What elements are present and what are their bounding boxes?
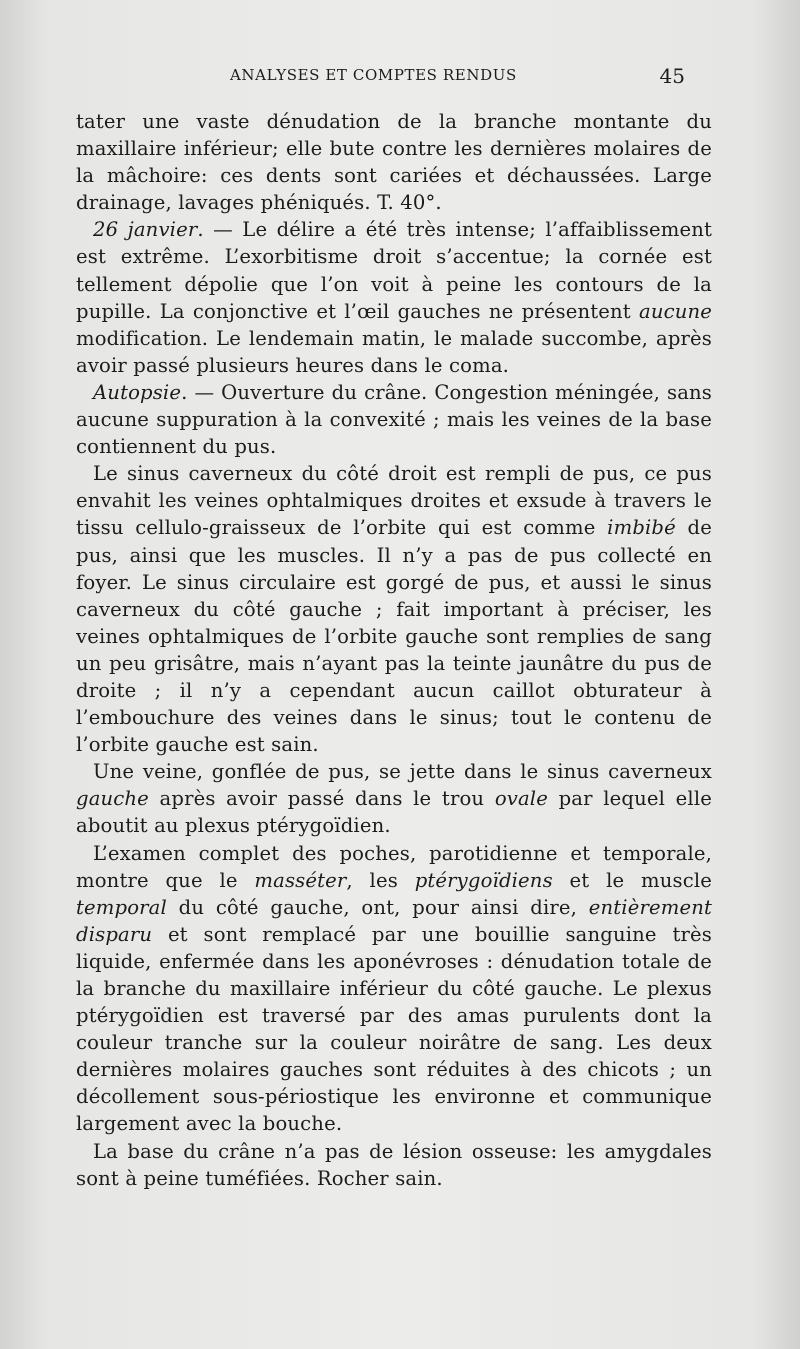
italic-text: temporal	[76, 895, 167, 919]
paragraph-text: de pus, ainsi que les muscles. Il n’y a pas de pus collecté en foyer. Le sinus circulaire est gorgé de pus, et aussi le sinus caverneux du côté gauche ; fait important à préciser, les veines ophtalmiques de l’orbite gauche sont remplies de sang un peu grisâtre, mais n’ayant pas la teinte jaunâtre du pus de droite ; il n’y a cependant aucun caillot obturateur à l’embouchure des veines dans le sinus; tout le contenu de l’orbite gauche est sain.	[76, 516, 712, 757]
paragraph-text: et sont remplacé par une bouillie sanguine très liquide, enfermée dans les aponévroses : dénudation totale de la branche du maxillaire inférieur du côté gauche. Le plexus ptérygoïdien est traversé par des amas purulents dont la couleur tranche sur la couleur noirâtre de sang. Les deux dernières molaires gauches sont réduites à des chicots ; un décollement sous-périostique les environne et communique largement avec la bouche.	[76, 922, 712, 1136]
italic-text: 26 janvier	[93, 218, 198, 242]
italic-text: entièrement disparu	[76, 895, 712, 946]
paragraph-6	[76, 840, 712, 1138]
paragraph-text: Le sinus caverneux du côté droit est rempli de pus, ce pus envahit les veines ophtalmiques droites et exsude à travers le tissu cellulo-graisseux de l’orbite qui est comme	[76, 462, 712, 540]
paragraph-2	[76, 216, 712, 379]
paragraph-text: après avoir passé dans le trou	[148, 787, 495, 811]
italic-text: gauche	[76, 787, 149, 811]
paragraph-text: tater une vaste dénudation de la branche montante du maxillaire inférieur; elle bute contre les dernières molaires de la mâchoire: ces dents sont cariées et déchaussées. Large drainage, lavages phéniqués. T. 40°.	[76, 110, 712, 215]
paragraph-text: modification. Le lendemain matin, le malade succombe, après avoir passé plusieurs heures dans le coma.	[76, 326, 712, 377]
paragraph-text: par lequel elle aboutit au plexus ptérygoïdien.	[76, 787, 712, 838]
paragraph-text: . — Ouverture du crâne. Congestion méningée, sans aucune suppuration à la convexité ; mais les veines de la base contiennent du pus.	[76, 380, 712, 459]
italic-text: Autopsie	[93, 380, 182, 404]
page-number: 45	[659, 64, 685, 88]
paragraph-text: et le muscle	[552, 868, 712, 892]
body-text	[76, 108, 712, 1192]
paragraph-7	[76, 1138, 712, 1192]
paragraph-4	[76, 460, 712, 758]
paragraph-5	[76, 758, 712, 839]
italic-text: imbibé	[607, 516, 676, 540]
paragraph-text: L’examen complet des poches, parotidienne et temporale, montre que le	[76, 841, 712, 892]
paragraph-1	[76, 108, 712, 216]
italic-text: masséter	[254, 868, 347, 892]
running-title: ANALYSES ET COMPTES RENDUS	[230, 66, 517, 84]
paragraph-text: . — Le délire a été très intense; l’affaiblissement est extrême. L’exorbitisme droit s’accentue; la cornée est tellement dépolie que l’on voit à peine les contours de la pupille. La conjonctive et l’œil gauches ne présentent	[76, 218, 712, 323]
paragraph-text: Une veine, gonflée de pus, se jette dans le sinus caverneux	[93, 760, 712, 784]
paragraph-text: La base du crâne n’a pas de lésion osseuse: les amygdales sont à peine tuméfiées. Rocher sain.	[76, 1139, 712, 1190]
paragraph-text: , les	[346, 868, 415, 892]
page-header	[230, 64, 685, 88]
italic-text: ovale	[494, 787, 548, 811]
italic-text: ptérygoïdiens	[414, 868, 553, 892]
italic-text: aucune	[638, 299, 712, 323]
paragraph-3	[76, 379, 712, 460]
paragraph-text: du côté gauche, ont, pour ainsi dire,	[166, 895, 589, 919]
